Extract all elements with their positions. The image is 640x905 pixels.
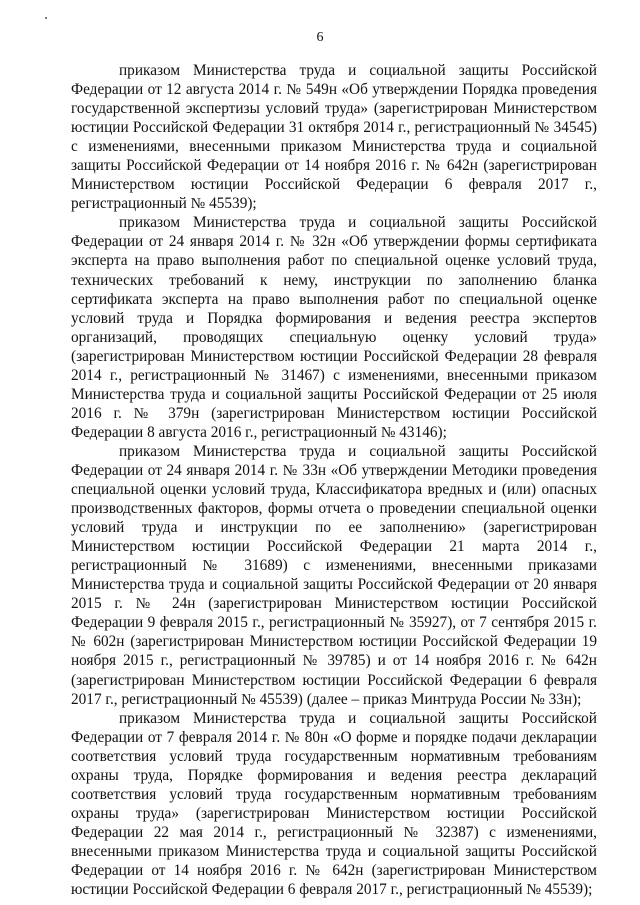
paragraph-order-80n: приказом Министерства труда и социальной защиты Российской Федерации от 7 февраля 2014 г. № 80н «О форме и порядке подачи декларации соответствия условий труда государственным нормативным требованиям охраны труда, Порядке формирования и ведения реестра деклараций соответствия условий труда государственным нормативным требованиям охраны труда» (зарегистрирован Министерством юстиции Российской Федерации 22 мая 2014 г., регистрационный № 32387) с изменениями, внесенными приказом Министерства труда и социальной защиты Российской Федерации от 14 ноября 2016 г. № 642н (зарегистрирован Министерством юстиции Российской Федерации 6 февраля 2017 г., регистрационный № 45539); <box>71 709 597 899</box>
page-number: 6 <box>316 30 324 45</box>
paragraph-order-549n: приказом Министерства труда и социальной защиты Российской Федерации от 12 августа 2014 г. № 549н «Об утверждении Порядка проведения государственной экспертизы условий труда» (зарегистрирован Министерством юстиции Российской Федерации 31 октября 2014 г., регистрационный № 34545) с изменениями, внесенными приказом Министерства труда и социальной защиты Российской Федерации от 14 ноября 2016 г. № 642н (зарегистрирован Министерством юстиции Российской Федерации 6 февраля 2017 г., регистрационный № 45539); <box>71 62 597 213</box>
scan-speck <box>45 17 47 19</box>
paragraph-order-32n: приказом Министерства труда и социальной защиты Российской Федерации от 24 января 2014 г. № 32н «Об утверждении формы сертификата эксперта на право выполнения работ по специальной оценке условий труда, технических требований к нему, инструкции по заполнению бланка сертификата эксперта на право выполнения работ по специальной оценке условий труда и Порядка формирования и ведения реестра экспертов организаций, проводящих специальную оценку условий труда» (зарегистрирован Министерством юстиции Российской Федерации 28 февраля 2014 г., регистрационный № 31467) с изменениями, внесенными приказом Министерства труда и социальной защиты Российской Федерации от 25 июля 2016 г. № 379н (зарегистрирован Министерством юстиции Российской Федерации 8 августа 2016 г., регистрационный № 43146); <box>71 214 597 441</box>
paragraph-order-33n: приказом Министерства труда и социальной защиты Российской Федерации от 24 января 2014 г. № 33н «Об утверждении Методики проведения специальной оценки условий труда, Классификатора вредных и (или) опасных производственных факторов, формы отчета о проведении специальной оценки условий труда и инструкции по ее заполнению» (зарегистрирован Министерством юстиции Российской Федерации 21 марта 2014 г., регистрационный № 31689) с изменениями, внесенными приказами Министерства труда и социальной защиты Российской Федерации от 20 января 2015 г. № 24н (зарегистрирован Министерством юстиции Российской Федерации 9 февраля 2015 г., регистрационный № 35927), от 7 сентября 2015 г. № 602н (зарегистрирован Министерством юстиции Российской Федерации 19 ноября 2015 г., регистрационный № 39785) и от 14 ноября 2016 г. № 642н (зарегистрирован Министерством юстиции Российской Федерации 6 февраля 2017 г., регистрационный № 45539) (далее – приказ Минтруда России № 33н); <box>71 442 597 708</box>
document-body <box>71 61 597 899</box>
